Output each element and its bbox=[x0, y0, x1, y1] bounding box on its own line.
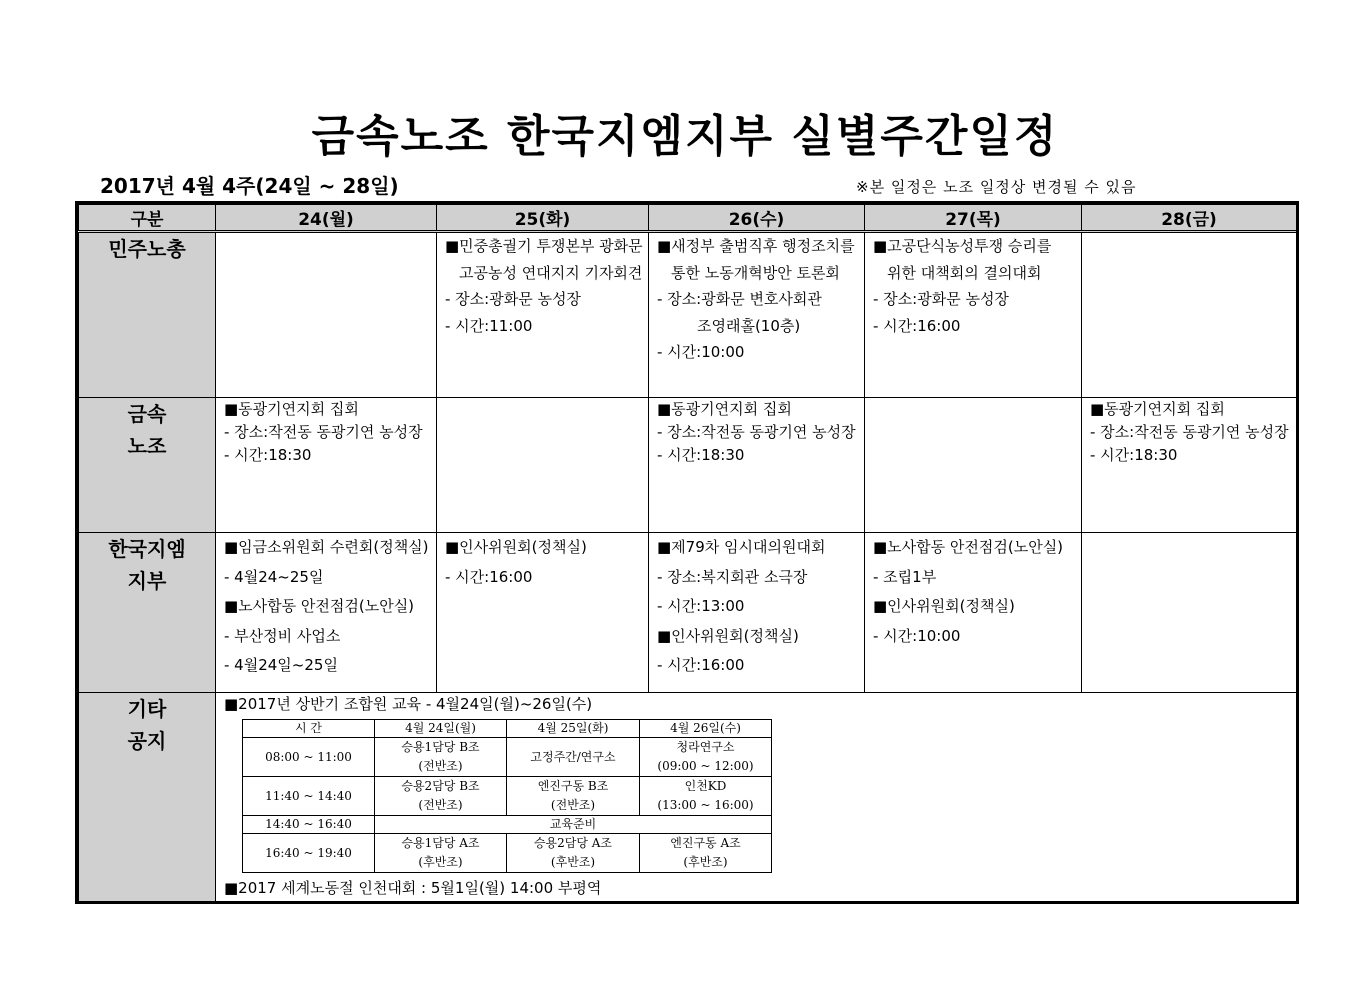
edu-row: 14:40 ~ 16:40 교육준비 bbox=[243, 816, 772, 834]
event-line: - 장소:광화문 농성장 bbox=[445, 290, 581, 308]
event-line: - 시간:16:00 bbox=[873, 316, 961, 335]
event-line: ■임금소위원회 수련회(정책실) bbox=[224, 538, 429, 556]
event-line: - 시간:13:00 bbox=[657, 597, 745, 615]
event-line: 통한 노동개혁방안 토론회 bbox=[671, 263, 840, 282]
edu-row: 11:40 ~ 14:40 승용2담당 B조 (전반조) 엔진구동 B조 (전반조) 인천KD (13:00 ~ 16:00) bbox=[243, 777, 772, 816]
event-line: ■인사위원회(정책실) bbox=[657, 626, 799, 645]
event-line: - 부산정비 사업소 bbox=[224, 626, 341, 645]
event-line: ■고공단식농성투쟁 승리를 bbox=[873, 237, 1052, 255]
event-line: - 장소:광화문 농성장 bbox=[873, 290, 1009, 308]
event-line: - 장소:작전동 동광기연 농성장 bbox=[224, 423, 423, 441]
event-line: - 시간:18:30 bbox=[224, 446, 312, 464]
event-line: - 시간:10:00 bbox=[873, 626, 961, 645]
event-line: ■노사합동 안전점검(노안실) bbox=[873, 538, 1064, 556]
event-line: ■동광기연지회 집회 bbox=[1090, 400, 1225, 418]
event-line: ■노사합동 안전점검(노안실) bbox=[224, 597, 415, 615]
header-wed: 26(수) bbox=[649, 205, 865, 232]
edu-row: 08:00 ~ 11:00 승용1담당 B조 (전반조) 고정주간/연구소 청라연구소 (09:00 ~ 12:00) bbox=[243, 738, 772, 777]
notice-edu: ■2017년 상반기 조합원 교육 - 4월24일(월)~26일(수) bbox=[224, 695, 593, 713]
event-line: ■민중총궐기 투쟁본부 광화문 bbox=[445, 237, 643, 255]
page-title: 금속노조 한국지엠지부 실별주간일정 bbox=[311, 111, 1059, 162]
event-line: - 장소:작전동 동광기연 농성장 bbox=[657, 423, 856, 441]
event-line: ■인사위원회(정책실) bbox=[445, 538, 587, 556]
row-label: 기타 공지 bbox=[79, 693, 216, 903]
event-line: ■제79차 임시대의원대회 bbox=[657, 538, 826, 556]
event-line: - 4월24일~25일 bbox=[224, 656, 338, 674]
event-line: ■동광기연지회 집회 bbox=[657, 400, 792, 418]
event-line: - 장소:복지회관 소극장 bbox=[657, 567, 808, 586]
edu-row: 16:40 ~ 19:40 승용1담당 A조 (후반조) 승용2담당 A조 (후반조) 엔진구동 A조 (후반조) bbox=[243, 834, 772, 873]
row-label: 금속 노조 bbox=[79, 398, 216, 533]
event-line: - 시간:16:00 bbox=[445, 567, 533, 586]
event-line: - 시간:18:30 bbox=[1090, 446, 1178, 464]
header-mon: 24(월) bbox=[216, 205, 437, 232]
event-line: ■새정부 출범직후 행정조치를 bbox=[657, 237, 855, 255]
schedule-note: ※본 일정은 노조 일정상 변경될 수 있음 bbox=[856, 178, 1137, 196]
event-line: - 4월24~25일 bbox=[224, 567, 324, 586]
event-line: - 시간:11:00 bbox=[445, 316, 533, 335]
event-line: 고공농성 연대지지 기자회견 bbox=[459, 263, 643, 282]
header-category: 구분 bbox=[79, 205, 216, 232]
event-line: 조영래홀(10층) bbox=[697, 316, 801, 335]
event-line: - 장소:광화문 변호사회관 bbox=[657, 290, 822, 308]
edu-header-row: 시 간 4월 24일(월) 4월 25일(화) 4월 26일(수) bbox=[243, 720, 772, 738]
event-line: ■동광기연지회 집회 bbox=[224, 400, 359, 418]
header-thu: 27(목) bbox=[865, 205, 1082, 232]
table-frame bbox=[75, 201, 1299, 904]
event-line: ■인사위원회(정책실) bbox=[873, 597, 1015, 615]
header-fri: 28(금) bbox=[1082, 205, 1297, 232]
event-line: 위한 대책회의 결의대회 bbox=[887, 263, 1042, 282]
row-label: 한국지엠 지부 bbox=[79, 533, 216, 693]
notice-mayday: ■2017 세계노동절 인천대회 : 5월1일(월) 14:00 부평역 bbox=[224, 879, 602, 897]
event-line: - 시간:18:30 bbox=[657, 446, 745, 464]
event-line: - 시간:10:00 bbox=[657, 343, 745, 361]
event-line: - 조립1부 bbox=[873, 567, 937, 586]
row-label: 민주노총 bbox=[79, 232, 216, 398]
header-tue: 25(화) bbox=[437, 205, 649, 232]
week-subtitle: 2017년 4월 4주(24일 ~ 28일) bbox=[100, 174, 399, 198]
event-line: - 시간:16:00 bbox=[657, 656, 745, 674]
event-line: - 장소:작전동 동광기연 농성장 bbox=[1090, 423, 1289, 441]
